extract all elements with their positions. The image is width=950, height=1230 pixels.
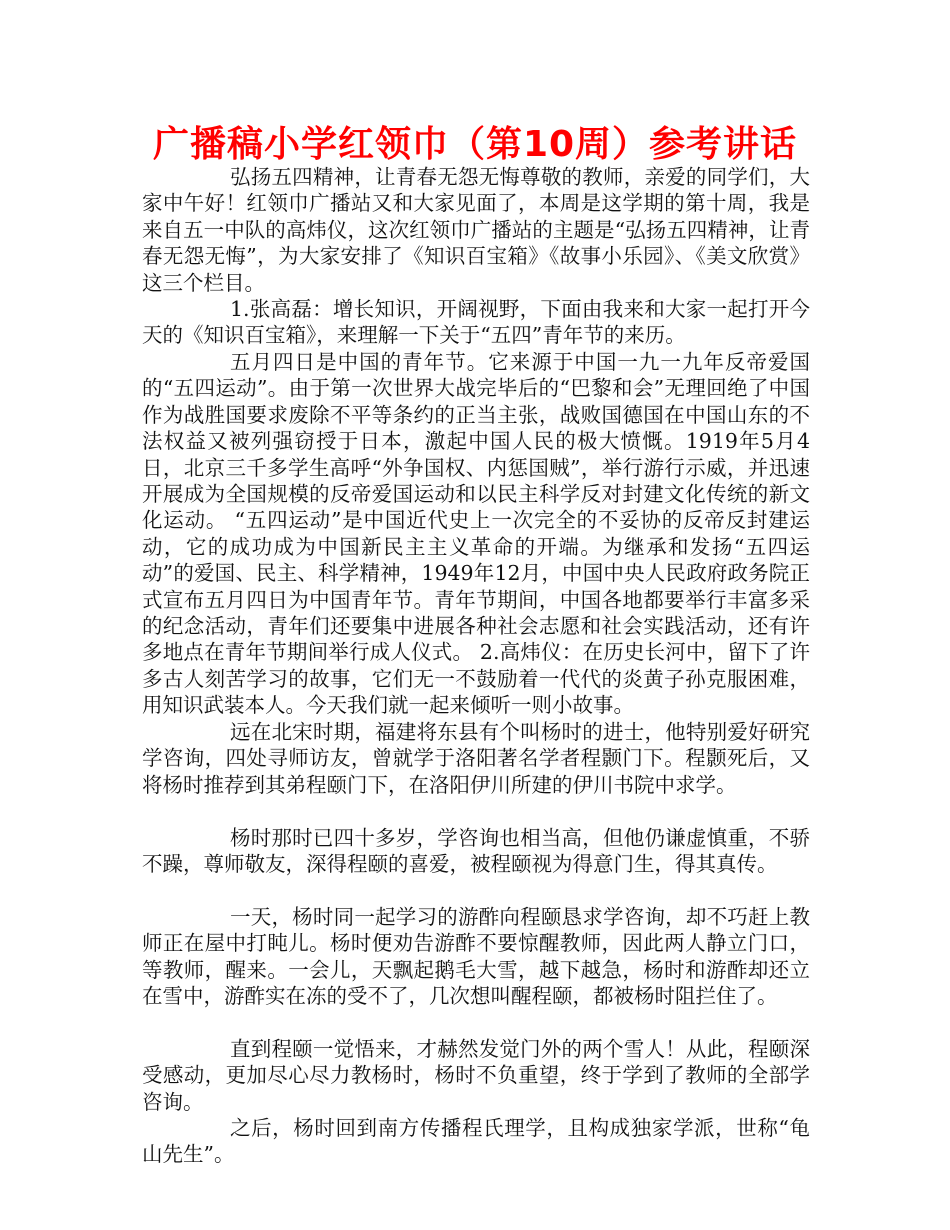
- paragraph-may-fourth: 五月四日是中国的青年节。它来源于中国一九一九年反帝爱国的“五四运动”。由于第一次世界大战完毕后的“巴黎和会”无理回绝了中国作为战胜国要求废除不平等条约的正当主张，战败国德国在中国山东的不法权益又被列强窃授于日本，激起中国人民的极大愤慨。1919年5月4日，北京三千多学生高呼“外争国权、内惩国贼”，举行游行示威，并迅速开展成为全国规模的反帝爱国运动和以民主科学反对封建文化传统的新文化运动。 “五四运动”是中国近代史上一次完全的不妥协的反帝反封建运动，它的成功成为中国新民主主义革命的开端。为继承和发扬“五四运动”的爱国、民主、科学精神，1949年12月，中国中央人民政府政务院正式宣布五月四日为中国青年节。青年节期间，中国各地都要举行丰富多采的纪念活动，青年们还要集中进展各种社会志愿和社会实践活动，还有许多地点在青年节期间举行成人仪式。 2.高炜仪：在历史长河中，留下了许多古人刻苦学习的故事，它们无一不鼓励着一代代的炎黄子孙克服困难，用知识武装本人。今天我们就一起来倾听一则小故事。: [142, 350, 810, 718]
- paragraph-story-snow: 一天，杨时同一起学习的游酢向程颐恳求学咨询，却不巧赶上教师正在屋中打盹儿。杨时便劝告游酢不要惊醒教师，因此两人静立门口，等教师，醒来。一会儿，天飘起鹅毛大雪，越下越急，杨时和游酢却还立在雪中，游酢实在冻的受不了，几次想叫醒程颐，都被杨时阻拦住了。: [142, 905, 810, 1009]
- paragraph-knowledge-box: 1.张高磊：增长知识，开阔视野，下面由我来和大家一起打开今天的《知识百宝箱》，来理解一下关于“五四”青年节的来历。: [142, 297, 810, 348]
- paragraph-story-ending: 之后，杨时回到南方传播程氏理学，且构成独家学派，世称“龟山先生”。: [142, 1116, 810, 1167]
- paragraph-intro: 弘扬五四精神，让青春无怨无悔尊敬的教师，亲爱的同学们，大家中午好！红领巾广播站又和大家见面了，本周是这学期的第十周，我是来自五一中队的高炜仪，这次红领巾广播站的主题是“弘扬五四精神，让青春无怨无悔”，为大家安排了《知识百宝箱》《故事小乐园》、《美文欣赏》这三个栏目。: [142, 165, 810, 295]
- paragraph-story-awake: 直到程颐一觉悟来，才赫然发觉门外的两个雪人！从此，程颐深受感动，更加尽心尽力教杨时，杨时不负重望，终于学到了教师的全部学咨询。: [142, 1037, 810, 1114]
- paragraph-story-intro: 远在北宋时期，福建将东县有个叫杨时的进士，他特别爱好研究学咨询，四处寻师访友，曾就学于洛阳著名学者程颢门下。程颢死后，又将杨时推荐到其弟程颐门下，在洛阳伊川所建的伊川书院中求学。: [142, 720, 810, 797]
- paragraph-story-yangshi: 杨时那时已四十多岁，学咨询也相当高，但他仍谦虚慎重，不骄不躁，尊师敬友，深得程颐的喜爱，被程颐视为得意门生，得其真传。: [142, 826, 810, 877]
- document-title: 广播稿小学红领巾（第10周）参考讲话: [152, 124, 798, 165]
- document-body: [142, 164, 810, 1168]
